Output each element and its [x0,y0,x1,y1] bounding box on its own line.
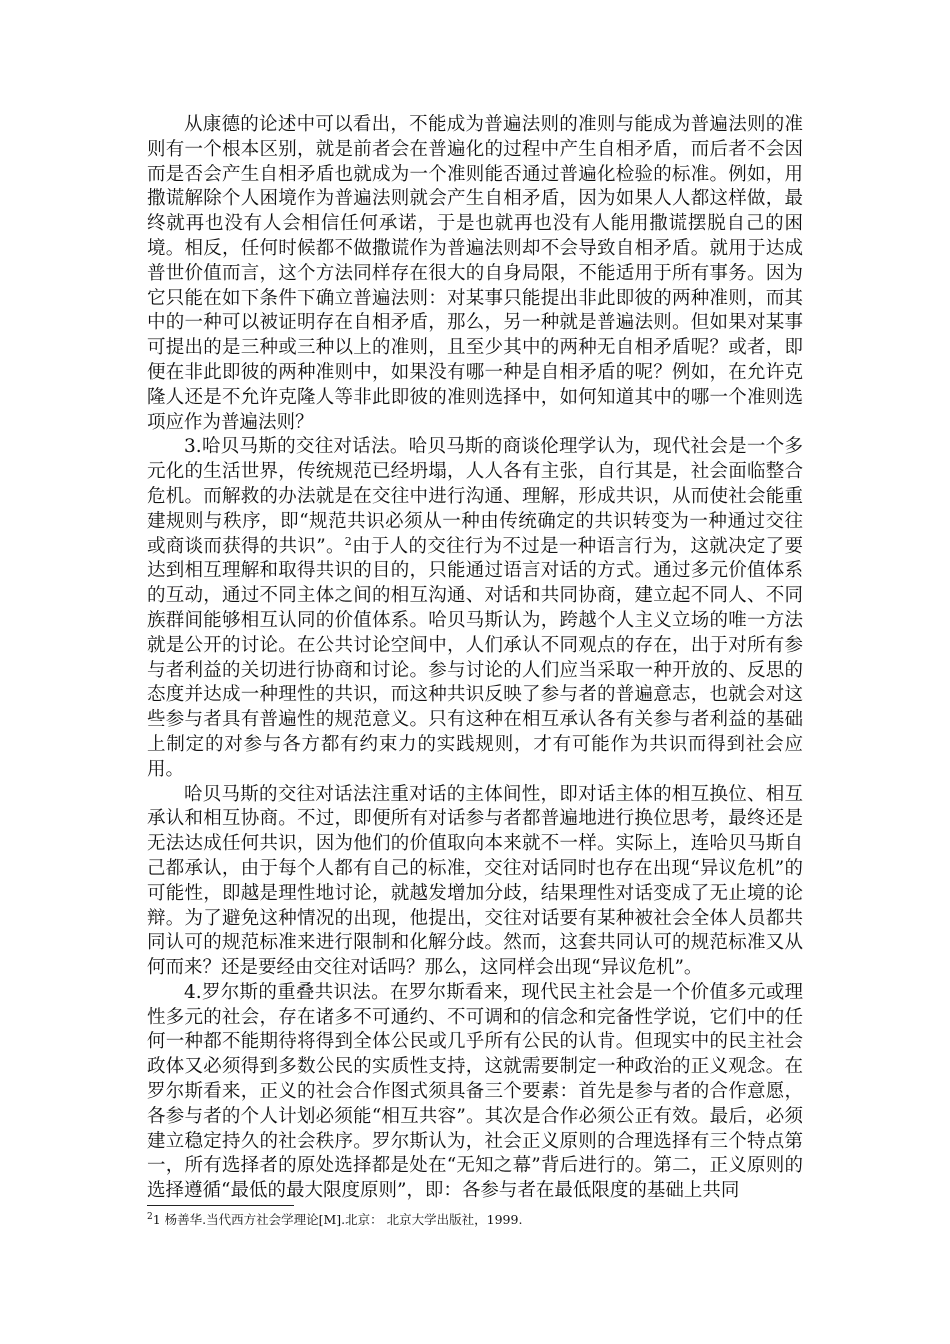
footnote-text: 1 杨善华.当代西方社会学理论[M].北京： 北京大学出版社，1999. [152,1212,523,1227]
paragraph-rawls: 4.罗尔斯的重叠共识法。在罗尔斯看来，现代民主社会是一个价值多元或理性多元的社会，存在诸多不可通约、不可调和的信念和完备性学说，它们中的任何一种都不能期待将得到全体公民或几乎所有公民的认肯。但现实中的民主社会政体又必须得到多数公民的实质性支持，这就需要制定一种政治的正义观念。在罗尔斯看来，正义的社会合作图式须具备三个要素：首先是参与者的合作意愿，各参与者的个人计划必须能“相互共容”。其次是合作必须公正有效。最后，必须建立稳定持久的社会秩序。罗尔斯认为，社会正义原则的合理选择有三个特点第一，所有选择者的原处选择都是处在“无知之幕”背后进行的。第二，正义原则的选择遵循“最低的最大限度原则”，即：各参与者在最低限度的基础上共同 [147,981,803,1202]
footnote-reference[interactable]: 2 [344,534,352,548]
paragraph-habermas-text-before: 3.哈贝马斯的交往对话法。哈贝马斯的商谈伦理学认为，现代社会是一个多元化的生活世界，传统规范已经坍塌，人人各有主张，自行其是，社会面临整合危机。而解救的办法就是在交往中进行沟通、理解，形成共识，从而使社会能重建规则与秩序，即“规范共识必须从一种由传统确定的共识转变为一种通过交往或商谈而获得的共识”。 [147,436,803,557]
paragraph-habermas-method [147,435,803,782]
paragraph-habermas-text-after: 由于人的交往行为不过是一种语言行为，这就决定了要达到相互理解和取得共识的目的，只能通过语言对话的方式。通过多元价值体系的互动，通过不同主体之间的相互沟通、对话和共同协商，建立起不同人、不同族群间能够相互认同的价值体系。哈贝马斯认为，跨越个人主义立场的唯一方法就是公开的讨论。在公共讨论空间中，人们承认不同观点的存在，出于对所有参与者利益的关切进行协商和讨论。参与讨论的人们应当采取一种开放的、反思的态度并达成一种理性的共识，而这种共识反映了参与者的普遍意志，也就会对这些参与者具有普遍性的规范意义。只有这种在相互承认各有关参与者利益的基础上制定的对参与各方都有约束力的实践规则，才有可能作为共识而得到社会应用。 [147,535,803,780]
footnote [147,1212,803,1228]
footnote-separator [147,1205,294,1206]
footnote-mark: 2 [147,1211,153,1222]
paragraph-kant: 从康德的论述中可以看出，不能成为普遍法则的准则与能成为普遍法则的准则有一个根本区别，就是前者会在普遍化的过程中产生自相矛盾，而后者不会因而是否会产生自相矛盾也就成为一个准则能否通过普遍化检验的标准。例如，用撒谎解除个人困境作为普遍法则就会产生自相矛盾，因为如果人人都这样做，最终就再也没有人会相信任何承诺，于是也就再也没有人能用撒谎摆脱自己的困境。相反，任何时候都不做撒谎作为普遍法则却不会导致自相矛盾。就用于达成普世价值而言，这个方法同样存在很大的自身局限，不能适用于所有事务。因为它只能在如下条件下确立普遍法则：对某事只能提出非此即彼的两种准则，而其中的一种可以被证明存在自相矛盾，那么，另一种就是普遍法则。但如果对某事可提出的是三种或三种以上的准则，且至少其中的两种无自相矛盾呢？或者，即便在非此即彼的两种准则中，如果没有哪一种是自相矛盾的呢？例如，在允许克隆人还是不允许克隆人等非此即彼的准则选择中，如何知道其中的哪一个准则选项应作为普遍法则？ [147,114,803,433]
document-body [147,113,803,1204]
paragraph-habermas-critique: 哈贝马斯的交往对话法注重对话的主体间性，即对话主体的相互换位、相互承认和相互协商。不过，即便所有对话参与者都普遍地进行换位思考，最终还是无法达成任何共识，因为他们的价值取向本来就不一样。实际上，连哈贝马斯自己都承认，由于每个人都有自己的标准，交往对话同时也存在出现“异议危机”的可能性，即越是理性地讨论，就越发增加分歧，结果理性对话变成了无止境的论辩。为了避免这种情况的出现，他提出，交往对话要有某种被社会全体人员都共同认可的规范标准来进行限制和化解分歧。然而，这套共同认可的规范标准又从何而来？还是要经由交往对话吗？那么，这同样会出现“异议危机”。 [147,783,803,979]
